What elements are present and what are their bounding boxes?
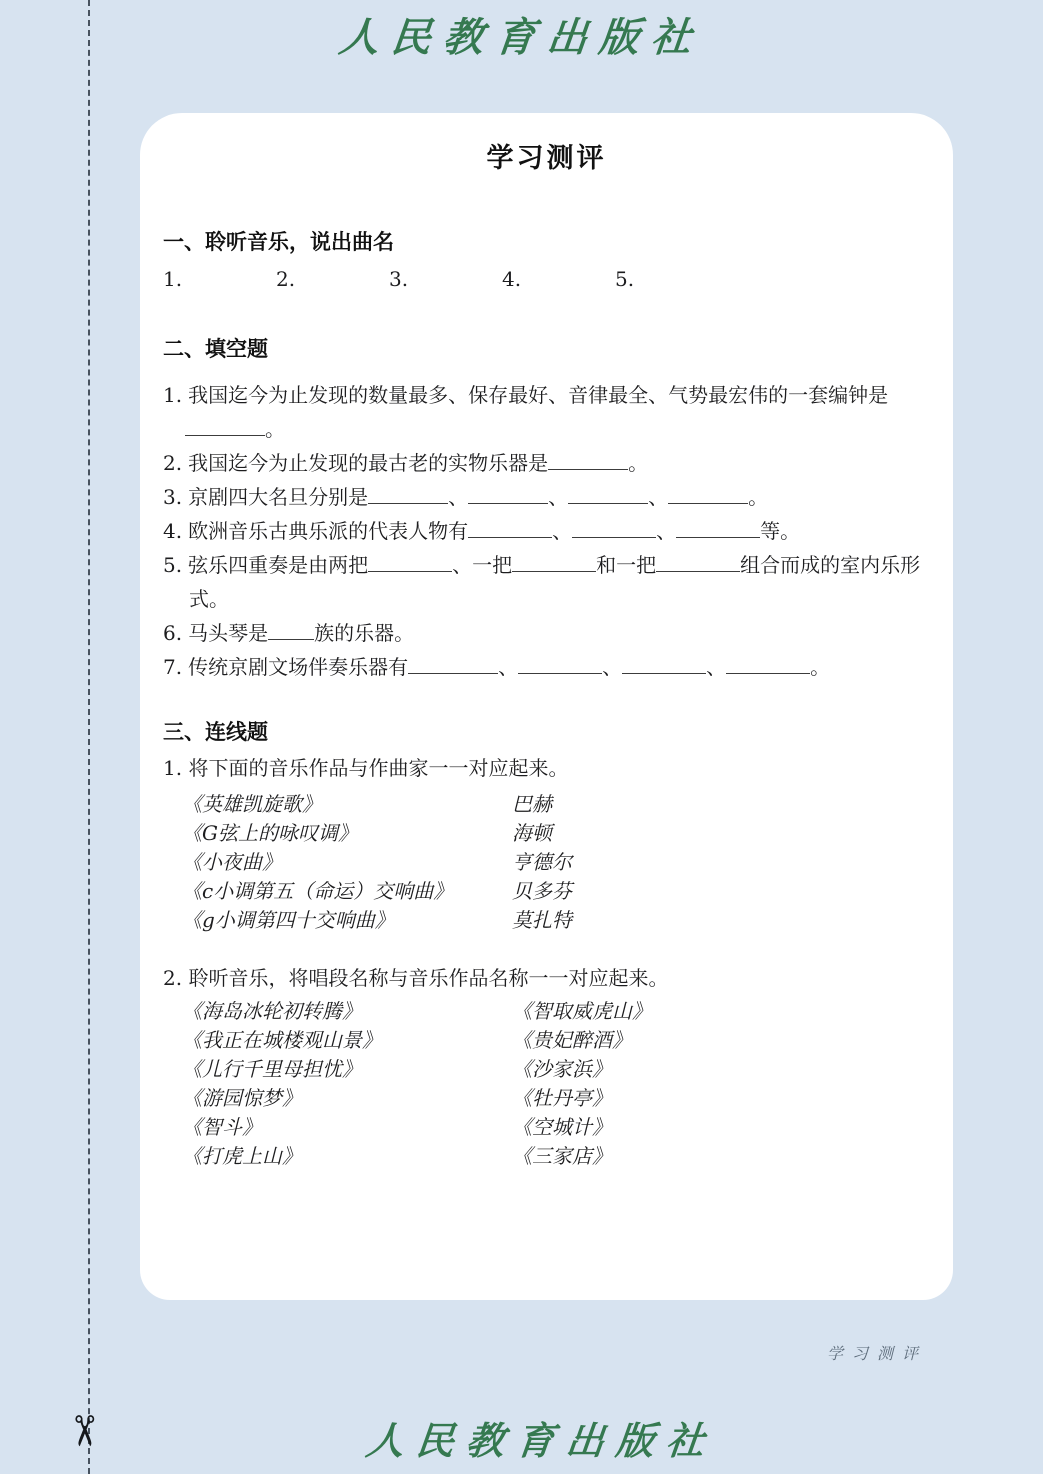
opera-title: 《三家店》: [512, 1144, 612, 1168]
answer-blank: [368, 552, 452, 572]
match-row: [182, 1055, 930, 1084]
cut-dashed-line: [88, 0, 90, 1474]
publisher-logo-bottom: 人民教育出版社: [363, 1418, 719, 1463]
scissors-icon: ✂: [59, 1413, 109, 1449]
question-number: 1.: [163, 383, 183, 407]
composer-name: 海顿: [512, 821, 552, 845]
separator: 、: [548, 485, 569, 509]
matching-part1-list: [163, 790, 930, 935]
question-text: 族的乐器。: [314, 621, 415, 645]
question-text: 等。: [760, 519, 801, 543]
answer-blank: [408, 654, 498, 674]
composer-name: 亨德尔: [512, 850, 572, 874]
question-text: 马头琴是: [188, 621, 269, 645]
fill-question-7: [163, 650, 930, 684]
listening-number: 1.: [163, 267, 183, 291]
question-text: 和一把: [596, 553, 657, 577]
answer-blank: [468, 484, 548, 504]
listening-answer-numbers: [163, 265, 930, 293]
opera-title: 《沙家浜》: [512, 1057, 612, 1081]
section-listening-heading: 一、聆听音乐，说出曲名: [163, 231, 394, 254]
listening-number: 3.: [389, 267, 409, 291]
answer-blank: [656, 552, 740, 572]
answer-blank: [548, 450, 628, 470]
aria-title: 《儿行千里母担忧》: [182, 1057, 362, 1081]
section-matching-heading: 三、连线题: [163, 721, 268, 744]
work-title: 《英雄凯旋歌》: [182, 792, 322, 816]
question-text: 我国迄今为止发现的数量最多、保存最好、音律最全、气势最宏伟的一套编钟是: [188, 383, 889, 407]
page-title: 学习测评: [486, 143, 607, 173]
question-text: 组合而成的室内乐形式。: [189, 553, 921, 611]
separator: 、: [648, 485, 669, 509]
matching-part1-intro: 1. 将下面的音乐作品与作曲家一一对应起来。: [163, 756, 569, 780]
matching-part2-list: [163, 997, 930, 1171]
question-text: 、一把: [452, 553, 513, 577]
match-row: [182, 848, 930, 877]
separator: 、: [602, 655, 623, 679]
answer-blank: [568, 484, 648, 504]
answer-blank: [512, 552, 596, 572]
fill-question-4: [163, 514, 930, 548]
aria-title: 《我正在城楼观山景》: [182, 1028, 382, 1052]
opera-title: 《牡丹亭》: [512, 1086, 612, 1110]
answer-blank: [726, 654, 810, 674]
question-text: 传统京剧文场伴奏乐器有: [188, 655, 409, 679]
match-row: [182, 1113, 930, 1142]
question-text: 京剧四大名旦分别是: [188, 485, 369, 509]
work-title: 《c小调第五（命运）交响曲》: [182, 879, 454, 903]
question-text: 。: [628, 451, 649, 475]
matching-part2-intro: 2. 聆听音乐，将唱段名称与音乐作品名称一一对应起来。: [163, 966, 669, 990]
question-number: 6.: [163, 621, 183, 645]
answer-blank: [185, 416, 265, 436]
match-row: [182, 906, 930, 935]
answer-blank: [572, 518, 656, 538]
fill-question-1: [163, 378, 930, 412]
fill-question-2: [163, 446, 930, 480]
fill-question-5: [163, 548, 930, 616]
match-row: [182, 1142, 930, 1171]
work-title: 《小夜曲》: [182, 850, 282, 874]
question-text: 欧洲音乐古典乐派的代表人物有: [188, 519, 469, 543]
fill-questions: [163, 378, 930, 684]
question-text: 。: [265, 417, 285, 441]
answer-blank: [268, 620, 314, 640]
answer-blank: [468, 518, 552, 538]
work-title: 《G弦上的咏叹调》: [182, 821, 358, 845]
aria-title: 《智斗》: [182, 1115, 262, 1139]
question-number: 3.: [163, 485, 183, 509]
fill-question-3: [163, 480, 930, 514]
answer-blank: [622, 654, 706, 674]
answer-blank: [668, 484, 748, 504]
answer-blank: [368, 484, 448, 504]
composer-name: 贝多芬: [512, 879, 572, 903]
listening-number: 4.: [502, 267, 522, 291]
match-row: [182, 1026, 930, 1055]
match-row: [182, 877, 930, 906]
match-row: [182, 1084, 930, 1113]
match-row: [182, 997, 930, 1026]
worksheet-card: [140, 113, 953, 1300]
fill-question-6: [163, 616, 930, 650]
separator: 、: [706, 655, 727, 679]
footer-page-label: 学习测评: [827, 1344, 928, 1363]
composer-name: 莫扎特: [512, 908, 572, 932]
opera-title: 《贵妃醉酒》: [512, 1028, 632, 1052]
aria-title: 《海岛冰轮初转腾》: [182, 999, 362, 1023]
listening-number: 5.: [615, 267, 635, 291]
composer-name: 巴赫: [512, 792, 552, 816]
separator: 、: [498, 655, 519, 679]
answer-blank: [518, 654, 602, 674]
question-number: 2.: [163, 451, 183, 475]
question-text: 。: [810, 655, 831, 679]
separator: 、: [552, 519, 573, 543]
separator: 、: [656, 519, 677, 543]
opera-title: 《空城计》: [512, 1115, 612, 1139]
question-text: 我国迄今为止发现的最古老的实物乐器是: [188, 451, 549, 475]
match-row: [182, 790, 930, 819]
publisher-logo-top: 人民教育出版社: [336, 14, 706, 61]
question-number: 7.: [163, 655, 183, 679]
question-number: 4.: [163, 519, 183, 543]
section-fill-heading: 二、填空题: [163, 338, 268, 361]
listening-number: 2.: [276, 267, 296, 291]
fill-question-1-blank-line: [163, 412, 930, 446]
question-text: 。: [748, 485, 769, 509]
answer-blank: [676, 518, 760, 538]
work-title: 《g小调第四十交响曲》: [182, 908, 395, 932]
aria-title: 《打虎上山》: [182, 1144, 302, 1168]
question-text: 弦乐四重奏是由两把: [188, 553, 369, 577]
aria-title: 《游园惊梦》: [182, 1086, 302, 1110]
match-row: [182, 819, 930, 848]
separator: 、: [448, 485, 469, 509]
question-number: 5.: [163, 553, 183, 577]
opera-title: 《智取威虎山》: [512, 999, 652, 1023]
